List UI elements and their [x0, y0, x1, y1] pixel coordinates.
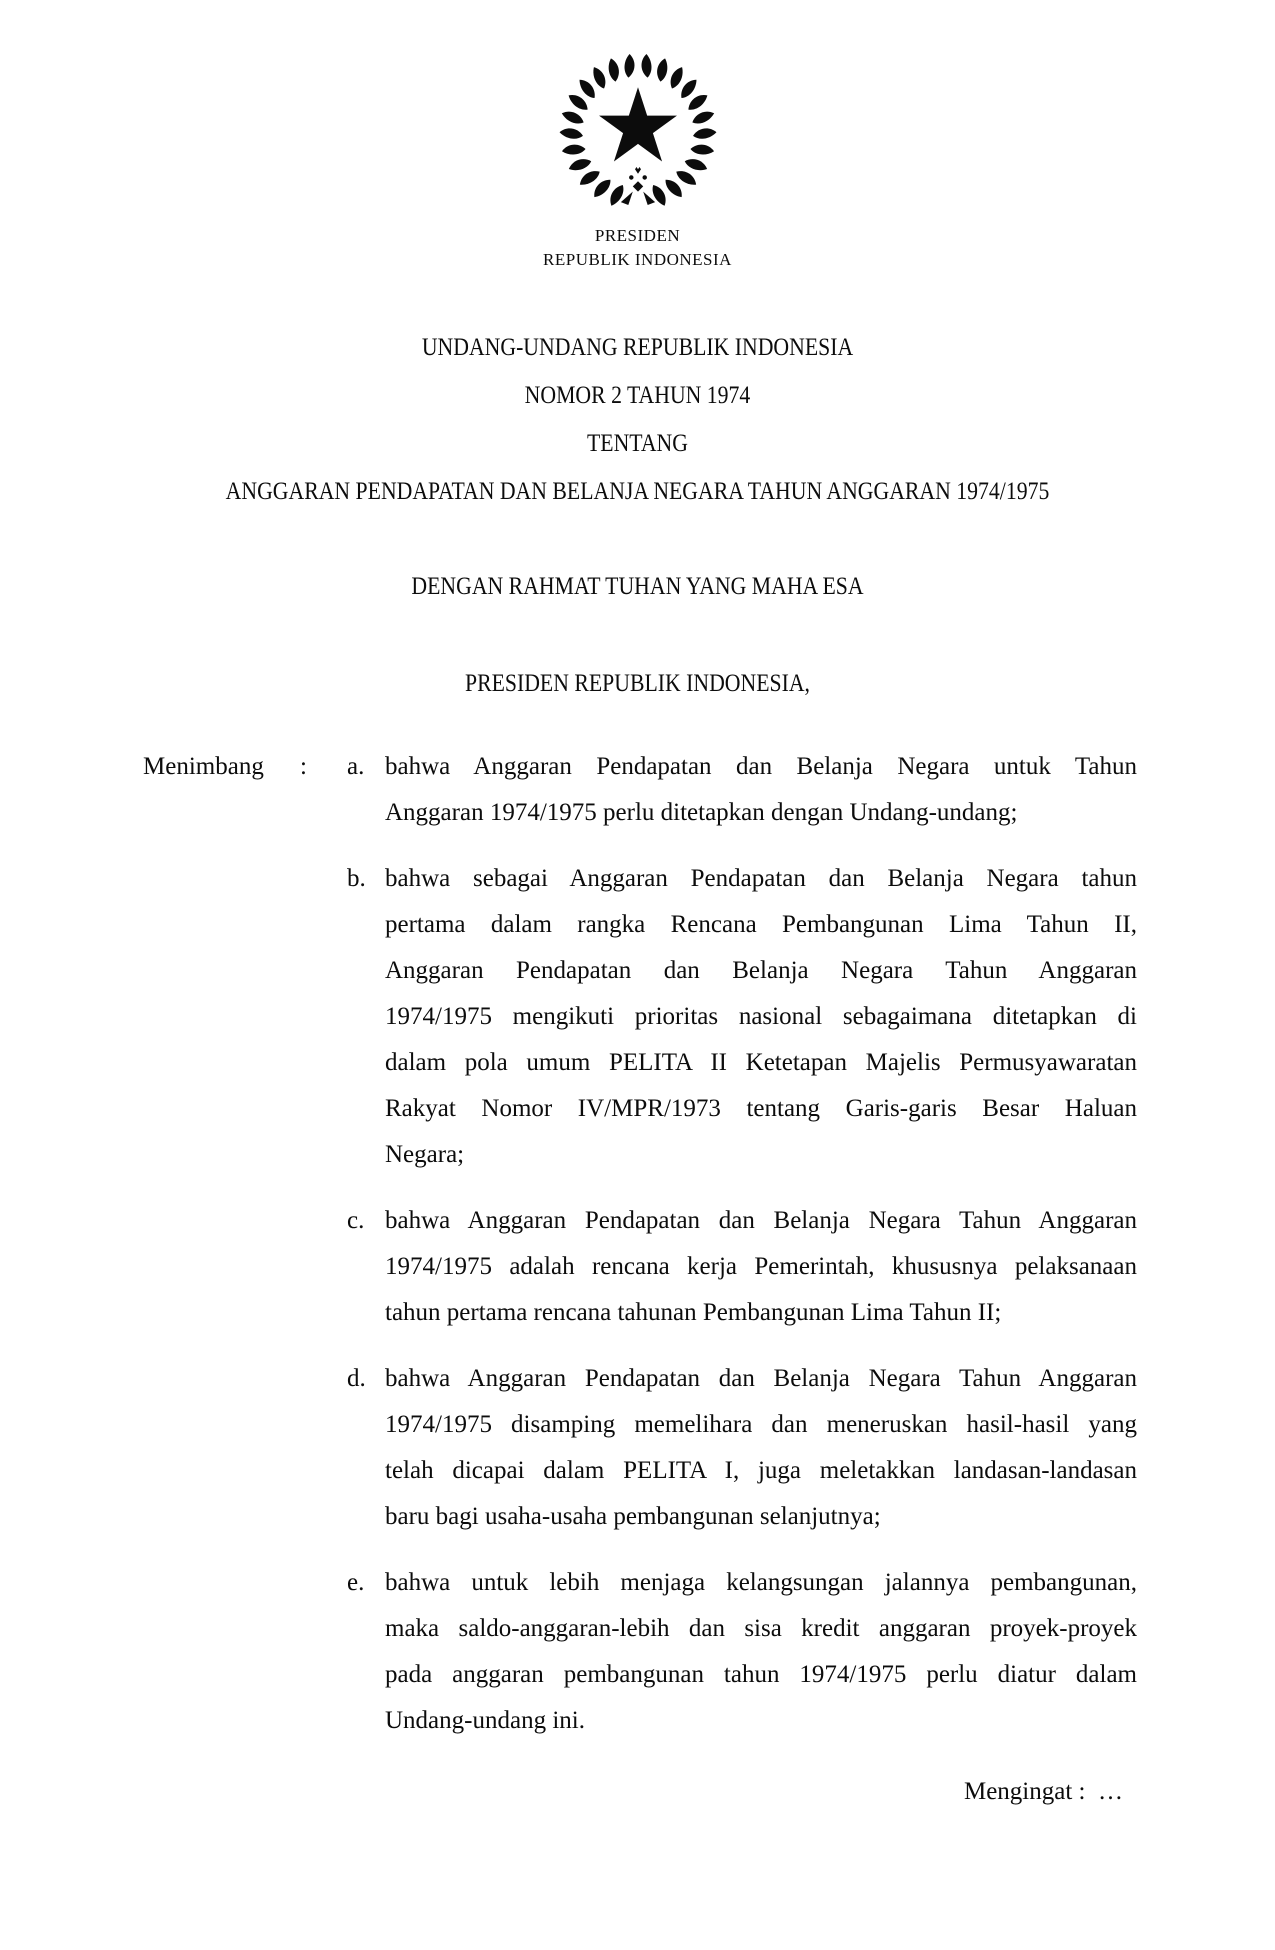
- presidential-seal: [556, 50, 720, 214]
- presiden-label: PRESIDEN: [594, 226, 681, 245]
- consideration-item-e: [347, 1560, 1137, 1744]
- ribbon-bow-icon: [620, 167, 654, 205]
- opening-line: [0, 660, 1275, 708]
- item-letter: d.: [347, 1365, 366, 1392]
- consideration-text: bahwa Anggaran Pendapatan dan Belanja Negara untuk Tahun Anggaran 1974/1975 perlu ditetapkan dengan Undang-undang;: [385, 753, 1137, 826]
- item-letter: b.: [347, 865, 366, 892]
- consideration-text: bahwa untuk lebih menjaga kelangsungan jalannya pembangunan, maka saldo-anggaran-lebih dan sisa kredit anggaran proyek-proyek pada anggaran pembangunan tahun 1974/1975 perlu diatur dalam Undang-undang ini.: [385, 1569, 1137, 1734]
- consideration-text: bahwa Anggaran Pendapatan dan Belanja Negara Tahun Anggaran 1974/1975 adalah rencana kerja Pemerintah, khususnya pelaksanaan tahun pertama rencana tahunan Pembangunan Lima Tahun II;: [385, 1207, 1137, 1326]
- opening-text: PRESIDEN REPUBLIK INDONESIA,: [464, 670, 810, 697]
- law-title-line-2: [0, 372, 1275, 420]
- letterhead: [0, 224, 1275, 272]
- seal-container: [0, 0, 1275, 214]
- menimbang-colon: :: [300, 753, 307, 780]
- consideration-text: bahwa Anggaran Pendapatan dan Belanja Negara Tahun Anggaran 1974/1975 disamping memelihara dan meneruskan hasil-hasil yang telah dicapai dalam PELITA I, juga meletakkan landasan-landasan baru bagi usaha-usaha pembangunan selanjutnya;: [385, 1365, 1137, 1530]
- item-letter: c.: [347, 1207, 365, 1234]
- item-letter: a.: [347, 753, 365, 780]
- mengingat-footer: Mengingat : …: [963, 1778, 1123, 1805]
- considerations-list: [347, 744, 1137, 1744]
- law-title-line-4: [0, 468, 1275, 516]
- consideration-item-d: [347, 1356, 1137, 1540]
- law-title-text-2: NOMOR 2 TAHUN 1974: [524, 382, 751, 409]
- invocation-text: DENGAN RAHMAT TUHAN YANG MAHA ESA: [411, 573, 864, 600]
- law-title-line-3: [0, 420, 1275, 468]
- consideration-item-b: [347, 856, 1137, 1178]
- consideration-item-a: [347, 744, 1137, 836]
- item-letter: e.: [347, 1569, 365, 1596]
- law-title-text-4: ANGGARAN PENDAPATAN DAN BELANJA NEGARA TAHUN ANGGARAN 1974/1975: [225, 478, 1050, 505]
- law-title-text-3: TENTANG: [587, 430, 688, 457]
- republik-indonesia-label: REPUBLIK INDONESIA: [543, 250, 732, 269]
- considerations-section: [0, 744, 1275, 1744]
- star-icon: [599, 87, 677, 161]
- law-title-text-1: UNDANG-UNDANG REPUBLIK INDONESIA: [421, 334, 854, 361]
- law-title-block: [0, 324, 1275, 516]
- consideration-item-c: [347, 1198, 1137, 1336]
- menimbang-label: Menimbang: [143, 753, 264, 780]
- law-title-line-1: [0, 324, 1275, 372]
- consideration-text: bahwa sebagai Anggaran Pendapatan dan Belanja Negara tahun pertama dalam rangka Rencana Pembangunan Lima Tahun II, Anggaran Pendapatan dan Belanja Negara Tahun Anggaran 1974/1975 mengikuti prioritas nasional sebagaimana ditetapkan di dalam pola umum PELITA II Ketetapan Majelis Permusyawaratan Rakyat Nomor IV/MPR/1973 tentang Garis-garis Besar Haluan Negara;: [385, 865, 1137, 1168]
- invocation-line: [0, 563, 1275, 611]
